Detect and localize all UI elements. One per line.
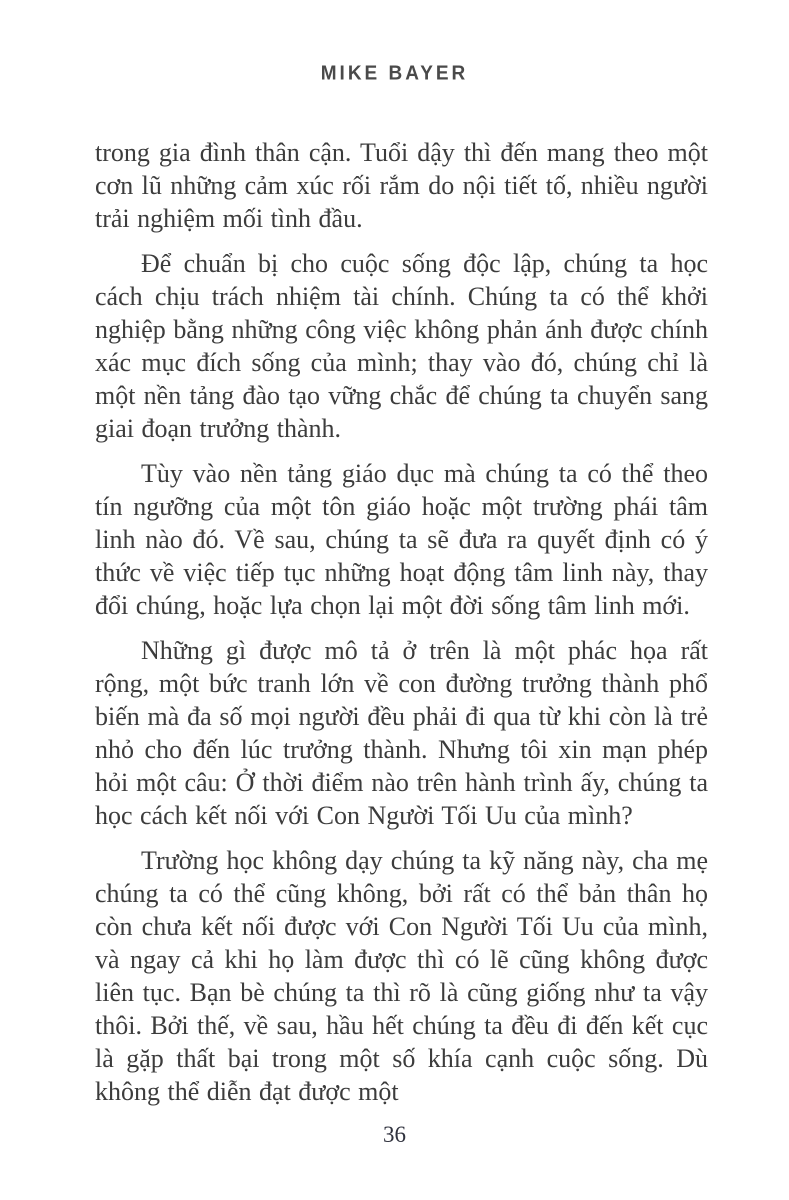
paragraph: Tùy vào nền tảng giáo dục mà chúng ta có thể theo tín ngưỡng của một tôn giáo hoặc một trường phái tâm linh nào đó. Về sau, chúng ta sẽ đưa ra quyết định có ý thức về việc tiếp tục những hoạt động tâm linh này, thay đổi chúng, hoặc lựa chọn lại một đời sống tâm linh mới. bbox=[95, 459, 708, 620]
running-header: MIKE BAYER bbox=[320, 62, 469, 85]
paragraph: Những gì được mô tả ở trên là một phác họa rất rộng, một bức tranh lớn về con đường trưởng thành phổ biến mà đa số mọi người đều phải đi qua từ khi còn là trẻ nhỏ cho đến lúc trưởng thành. Nhưng tôi xin mạn phép hỏi một câu: Ở thời điểm nào trên hành trình ấy, chúng ta học cách kết nối với Con Người Tối Uu của mình? bbox=[95, 636, 708, 830]
page-number: 36 bbox=[383, 1122, 406, 1147]
page-body bbox=[95, 136, 708, 1120]
paragraph: trong gia đình thân cận. Tuổi dậy thì đến mang theo một cơn lũ những cảm xúc rối rắm do nội tiết tố, nhiều người trải nghiệm mối tình đầu. bbox=[95, 138, 708, 233]
paragraph: Trường học không dạy chúng ta kỹ năng này, cha mẹ chúng ta có thể cũng không, bởi rất có thể bản thân họ còn chưa kết nối được với Con Người Tối Uu của mình, và ngay cả khi họ làm được thì có lẽ cũng không được liên tục. Bạn bè chúng ta thì rõ là cũng giống như ta vậy thôi. Bởi thế, về sau, hầu hết chúng ta đều đi đến kết cục là gặp thất bại trong một số khía cạnh cuộc sống. Dù không thể diễn đạt được một bbox=[95, 846, 708, 1106]
paragraph: Để chuẩn bị cho cuộc sống độc lập, chúng ta học cách chịu trách nhiệm tài chính. Chúng ta có thể khởi nghiệp bằng những công việc không phản ánh được chính xác mục đích sống của mình; thay vào đó, chúng chỉ là một nền tảng đào tạo vững chắc để chúng ta chuyển sang giai đoạn trưởng thành. bbox=[95, 249, 708, 443]
